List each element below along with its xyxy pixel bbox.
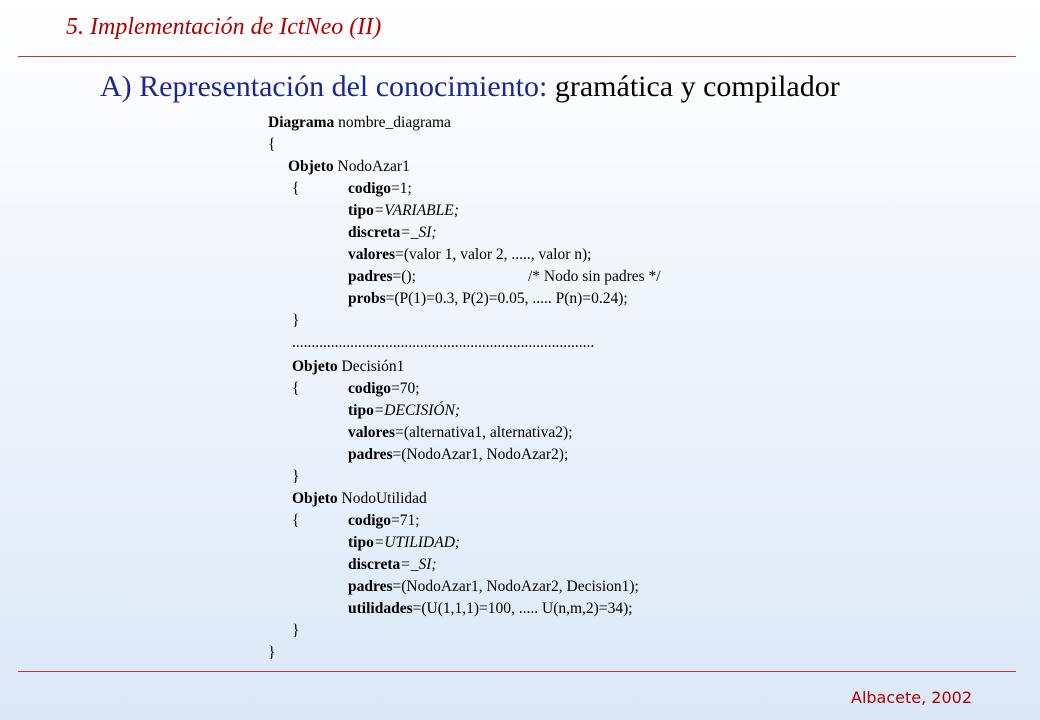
object-open-brace: { — [292, 512, 300, 529]
valores-line: valores=(alternativa1, alternativa2); — [348, 424, 573, 441]
object-open-brace: { — [292, 380, 300, 397]
codigo-line: codigo=71; — [348, 512, 420, 529]
tipo-line: tipo=UTILIDAD; — [348, 534, 461, 551]
discreta-line: discreta=_SI; — [348, 224, 437, 241]
object-close-brace: } — [292, 468, 300, 485]
tipo-line: tipo=VARIABLE; — [348, 202, 459, 219]
object-line: Objeto NodoUtilidad — [292, 490, 427, 507]
object-name: NodoAzar1 — [333, 158, 410, 175]
padres-line: padres=(); /* Nodo sin padres */ — [348, 268, 661, 285]
top-divider — [18, 56, 1016, 57]
probs-line: probs=(P(1)=0.3, P(2)=0.05, ..... P(n)=0.24); — [348, 290, 628, 307]
object-close-brace: } — [292, 312, 300, 329]
section-title: 5. Implementación de IctNeo (II) — [66, 14, 382, 40]
heading-blue-part: A) Representación del conocimiento: — [100, 70, 555, 103]
bottom-divider — [18, 671, 1016, 672]
discreta-line: discreta=_SI; — [348, 556, 437, 573]
diagram-line — [268, 113, 451, 133]
padres-line: padres=(NodoAzar1, NodoAzar2); — [348, 446, 569, 463]
diagram-keyword: Diagrama — [268, 114, 335, 131]
object-line — [288, 157, 410, 177]
codigo-line: codigo=70; — [348, 380, 420, 397]
heading-black-part: gramática y compilador — [554, 70, 840, 103]
object-keyword: Objeto — [288, 158, 334, 175]
diagram-name: nombre_diagrama — [334, 114, 451, 131]
valores-line: valores=(valor 1, valor 2, ....., valor n); — [348, 246, 592, 263]
codigo-line: codigo=1; — [348, 180, 412, 197]
ellipsis-line: .............................................................................. — [292, 334, 595, 351]
object-close-brace: } — [292, 622, 300, 639]
object-line: Objeto Decisión1 — [292, 358, 405, 375]
code-comment: /* Nodo sin padres */ — [528, 268, 661, 285]
padres-line: padres=(NodoAzar1, NodoAzar2, Decision1); — [348, 578, 639, 595]
utilidades-line: utilidades=(U(1,1,1)=100, ..... U(n,m,2)=34); — [348, 600, 633, 617]
diagram-close-brace: } — [268, 644, 276, 661]
footer-text: Albacete, 2002 — [851, 688, 972, 707]
object-open-brace: { — [292, 180, 300, 197]
slide-heading — [100, 70, 840, 104]
tipo-line: tipo=DECISIÓN; — [348, 402, 461, 419]
diagram-open-brace: { — [268, 136, 276, 153]
